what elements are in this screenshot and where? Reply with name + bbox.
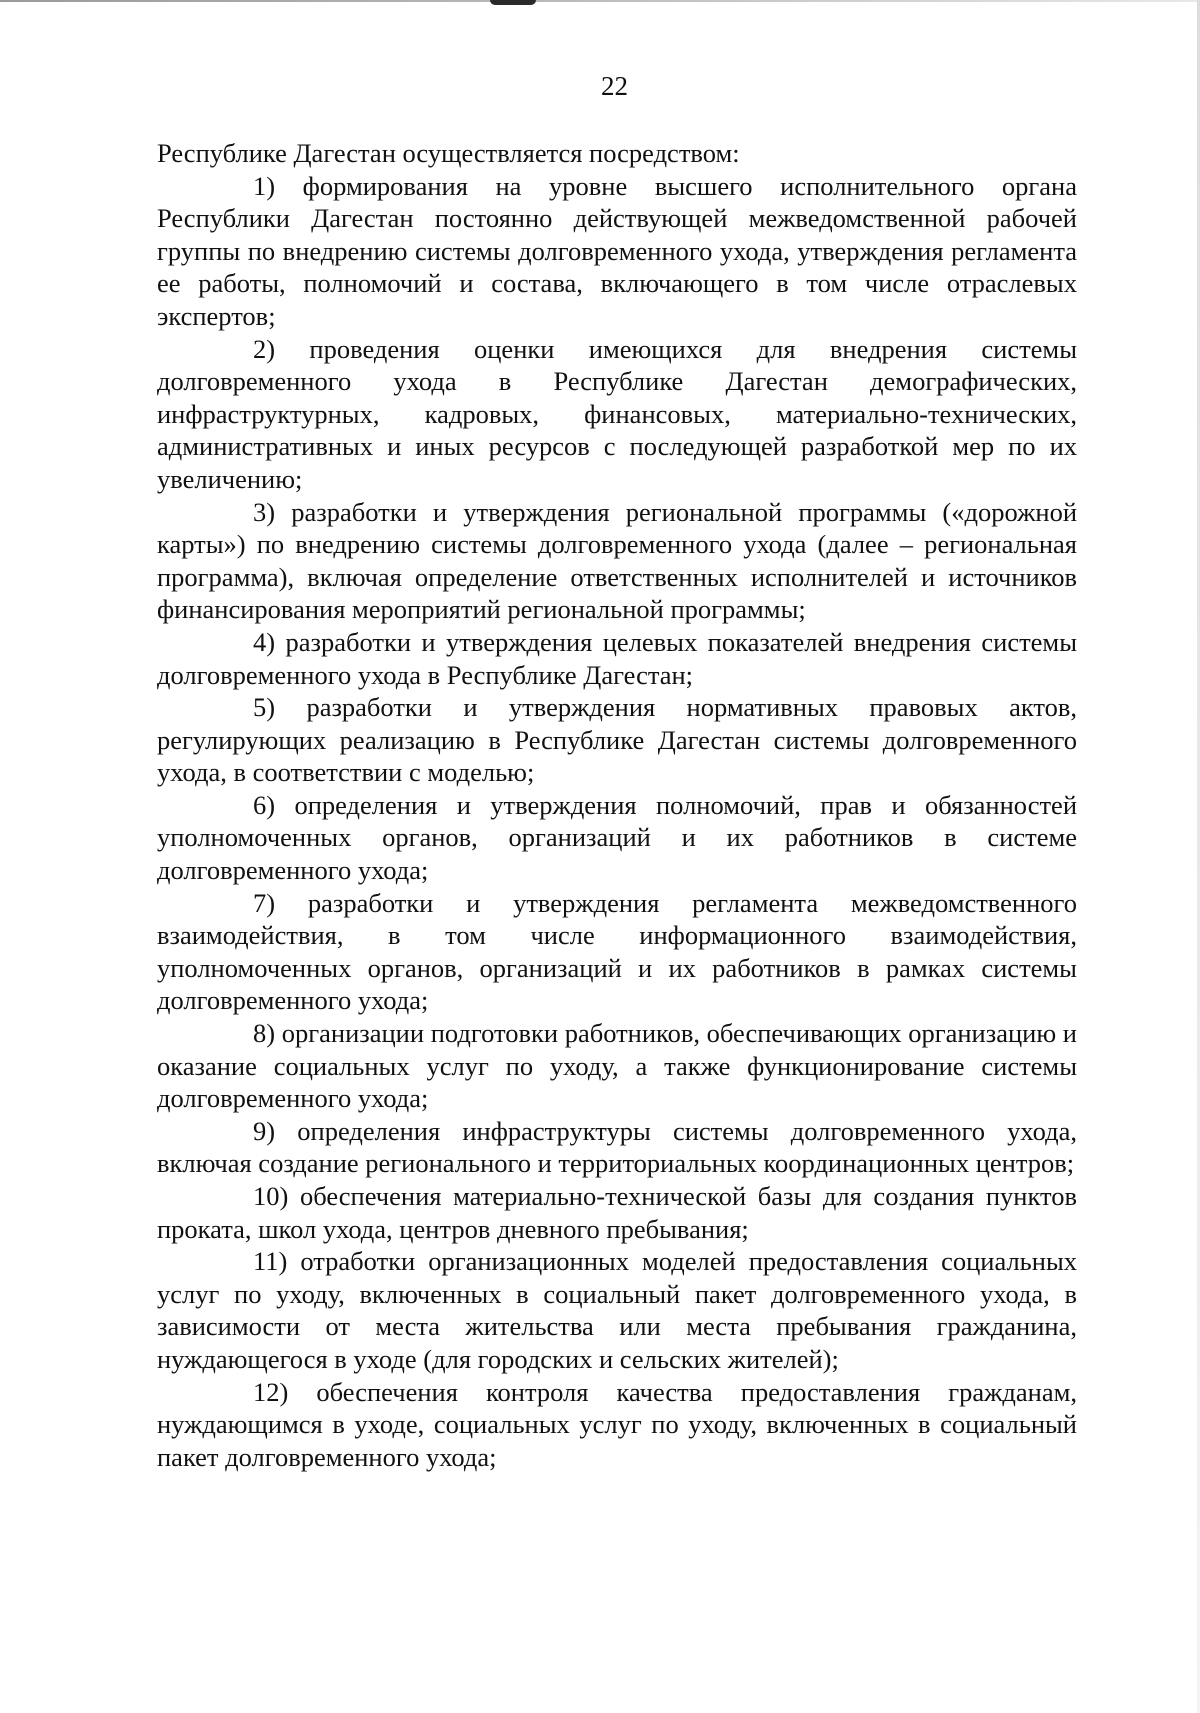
list-item-1: 1) формирования на уровне высшего исполнительного органа Республики Дагестан постоянно действующей межведомственной рабочей группы по внедрению системы долговременного ухода, утверждения регламента ее работы, полномочий и состава, включающего в том числе отраслевых экспертов; — [157, 170, 1077, 331]
list-item-12: 12) обеспечения контроля качества предоставления гражданам, нуждающимся в уходе, социальных услуг по уходу, включенных в социальный пакет долговременного ухода; — [157, 1376, 1077, 1472]
list-item-5: 5) разработки и утверждения нормативных правовых актов, регулирующих реализацию в Республике Дагестан системы долговременного ухода, в соответствии с моделью; — [157, 692, 1077, 788]
scan-top-border — [0, 0, 1200, 2]
list-item-8: 8) организации подготовки работников, обеспечивающих организацию и оказание социальных услуг по уходу, а также функционирование системы долговременного ухода; — [157, 1018, 1077, 1114]
list-item-9: 9) определения инфраструктуры системы долговременного ухода, включая создание регионального и территориальных координационных центров; — [157, 1115, 1077, 1179]
document-body — [157, 137, 1077, 1473]
paragraph-continuation: Республике Дагестан осуществляется посредством: — [157, 138, 740, 168]
page-number: 22 — [601, 71, 628, 101]
list-item-11: 11) отработки организационных моделей предоставления социальных услуг по уходу, включенных в социальный пакет долговременного ухода, в зависимости от места жительства или места пребывания гражданина, нуждающегося в уходе (для городских и сельских жителей); — [157, 1246, 1077, 1374]
list-item-3: 3) разработки и утверждения региональной программы («дорожной карты») по внедрению системы долговременного ухода (далее – региональная программа), включая определение ответственных исполнителей и источников финансирования мероприятий региональной программы; — [157, 496, 1077, 625]
scan-artifact-mark — [490, 0, 536, 5]
list-item-4: 4) разработки и утверждения целевых показателей внедрения системы долговременного ухода в Республике Дагестан; — [157, 626, 1077, 690]
list-item-2: 2) проведения оценки имеющихся для внедрения системы долговременного ухода в Республике Дагестан демографических, инфраструктурных, кадровых, финансовых, материально-технических, административных и иных ресурсов с последующей разработкой мер по их увеличению; — [157, 333, 1077, 494]
list-item-10: 10) обеспечения материально-технической базы для создания пунктов проката, школ ухода, центров дневного пребывания; — [157, 1181, 1077, 1244]
list-item-7: 7) разработки и утверждения регламента межведомственного взаимодействия, в том числе информационного взаимодействия, уполномоченных органов, организаций и их работников в рамках системы долговременного ухода; — [157, 887, 1077, 1016]
list-item-6: 6) определения и утверждения полномочий, прав и обязанностей уполномоченных органов, организаций и их работников в системе долговременного ухода; — [157, 789, 1077, 886]
